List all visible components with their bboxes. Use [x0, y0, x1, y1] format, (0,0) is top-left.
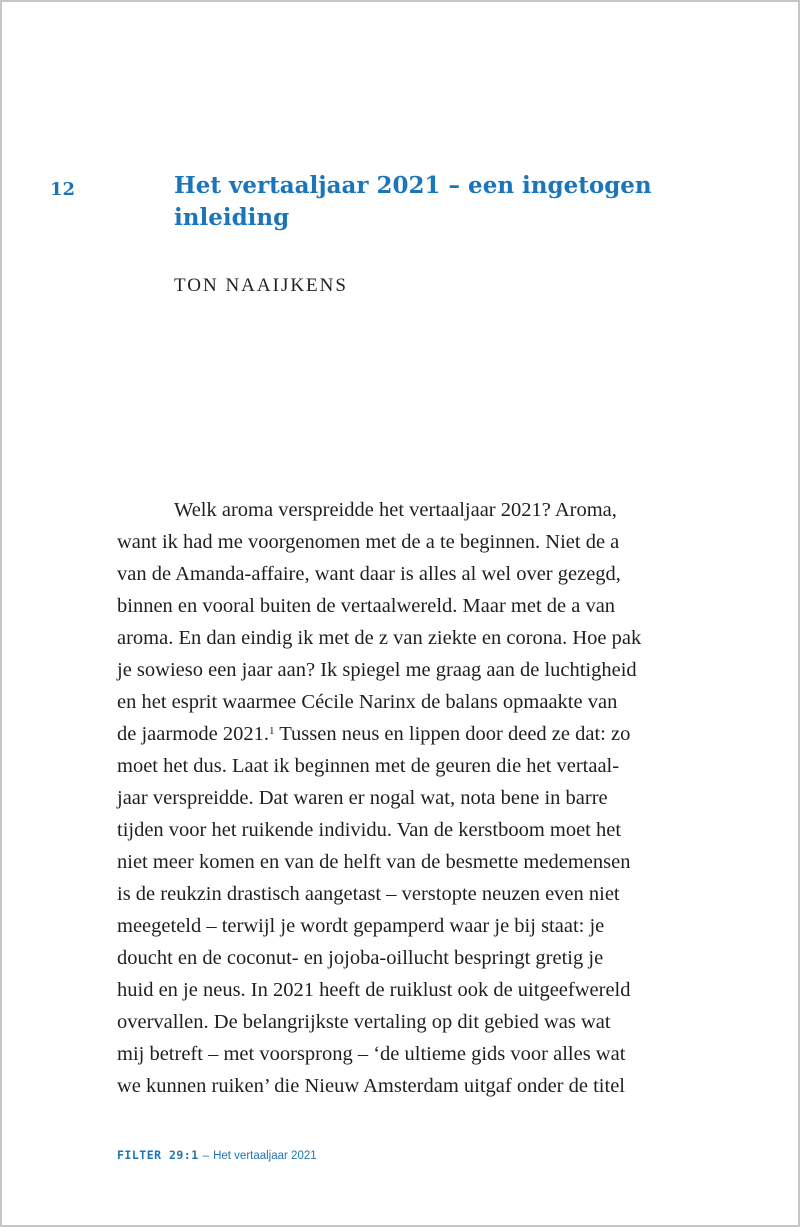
body-line-8-text: de jaarmode 2021. [117, 723, 269, 745]
body-line-11: tijden voor het ruikende individu. Van de kerstboom moet het [117, 819, 622, 841]
body-line-3: van de Amanda-affaire, want daar is alles al wel over gezegd, [117, 563, 621, 585]
body-line-12: niet meer komen en van de helft van de besmette medemensen [117, 851, 631, 873]
body-line-10: jaar verspreidde. Dat waren er nogal wat, nota bene in barre [117, 787, 608, 809]
body-line-15: doucht en de coconut- en jojoba-oillucht bespringt gretig je [117, 947, 604, 969]
body-line-14: meegeteld – terwijl je wordt gepamperd waar je bij staat: je [117, 915, 605, 937]
body-line-6: je sowieso een jaar aan? Ik spiegel me graag aan de luchtigheid [117, 659, 637, 681]
body-line-13: is de reukzin drastisch aangetast – verstopte neuzen even niet [117, 883, 620, 905]
body-line-7: en het esprit waarmee Cécile Narinx de balans opmaakte van [117, 691, 618, 713]
article-title-line-2: inleiding [174, 204, 290, 231]
author-name: TON NAAIJKENS [174, 275, 348, 296]
body-line-2: want ik had me voorgenomen met de a te beginnen. Niet de a [117, 531, 620, 553]
page-number: 12 [50, 179, 76, 200]
article-title [174, 170, 734, 234]
article-title-line-1: Het vertaaljaar 2021 – een ingetogen [174, 172, 652, 199]
running-footer [117, 1148, 317, 1162]
body-line-18: mij betreft – met voorsprong – ‘de ultieme gids voor alles wat [117, 1043, 626, 1065]
body-line-5: aroma. En dan eindig ik met de z van ziekte en corona. Hoe pak [117, 627, 642, 649]
body-line-1: Welk aroma verspreidde het vertaaljaar 2021? Aroma, [174, 499, 617, 521]
footer-separator: – [202, 1150, 210, 1162]
body-line-8 [117, 718, 697, 750]
body-line-9: moet het dus. Laat ik beginnen met de geuren die het vertaal- [117, 755, 620, 777]
body-line-19: we kunnen ruiken’ die Nieuw Amsterdam uitgaf onder de titel [117, 1075, 625, 1097]
footnote-reference[interactable]: 1 [269, 725, 275, 737]
body-line-8-continuation: Tussen neus en lippen door deed ze dat: zo [274, 723, 631, 745]
body-text [117, 494, 697, 1102]
footer-title: Het vertaaljaar 2021 [213, 1150, 317, 1162]
body-line-16: huid en je neus. In 2021 heeft de ruiklust ook de uitgeefwereld [117, 979, 631, 1001]
footer-journal: FILTER 29:1 [117, 1148, 199, 1162]
body-line-4: binnen en vooral buiten de vertaalwereld. Maar met de a van [117, 595, 616, 617]
body-line-17: overvallen. De belangrijkste vertaling op dit gebied was wat [117, 1011, 611, 1033]
